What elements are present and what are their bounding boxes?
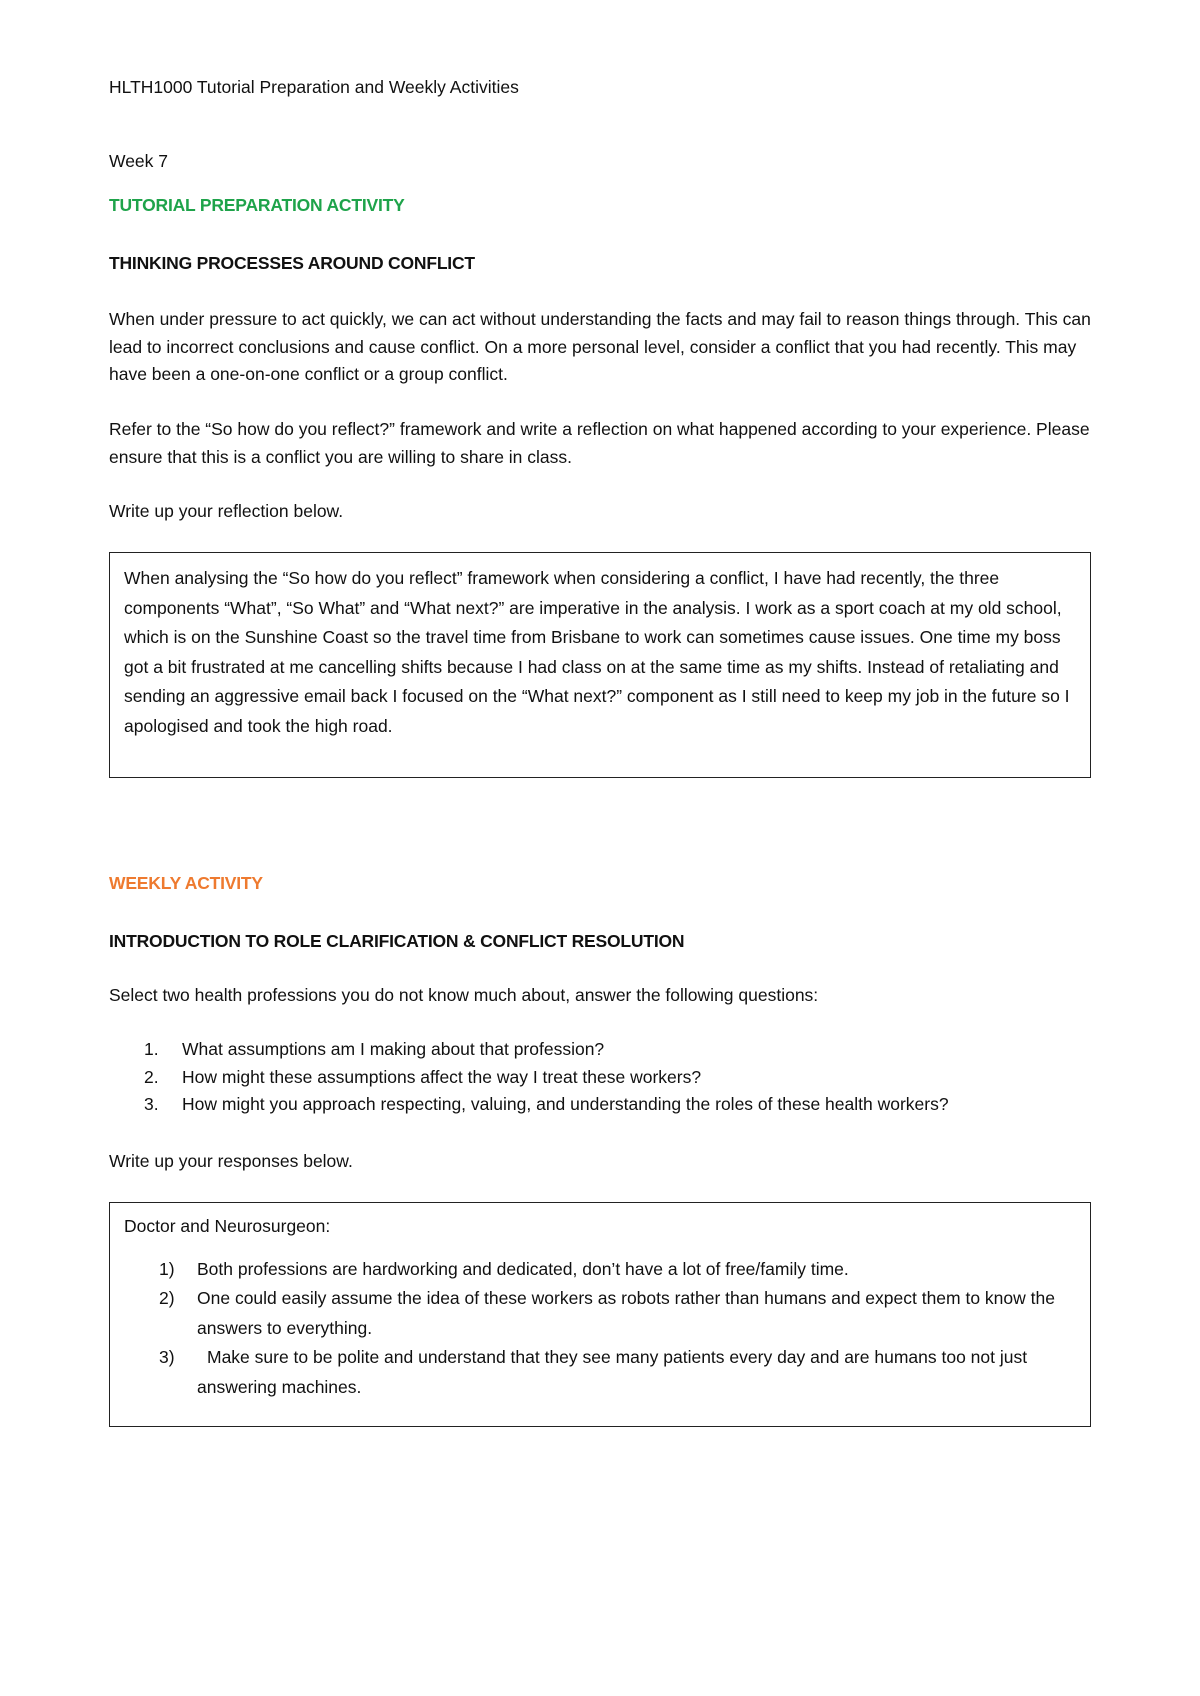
responses-box[interactable] [109, 1202, 1091, 1427]
answer-number: 2) [159, 1288, 175, 1308]
question-text: How might these assumptions affect the way I treat these workers? [182, 1066, 702, 1087]
answer-number: 3) [159, 1347, 175, 1367]
list-item [124, 1343, 1076, 1402]
answer-text: Make sure to be polite and understand that they see many patients every day and are humans too not just answering machines. [197, 1347, 1028, 1397]
weekly-section-label: WEEKLY ACTIVITY [109, 873, 263, 893]
tutorial-paragraph-1: When under pressure to act quickly, we can act without understanding the facts and may fail to reason things through. This can lead to incorrect conclusions and cause conflict. On a more personal level, consider a conflict that you had recently. This may have been a one-on-one conflict or a group conflict. [109, 309, 1091, 384]
week-label: Week 7 [109, 151, 169, 171]
tutorial-paragraph-2: Refer to the “So how do you reflect?” framework and write a reflection on what happened according to your experience. Please ensure that this is a conflict you are willing to share in class. [109, 419, 1090, 467]
answer-text: Both professions are hardworking and dedicated, don’t have a lot of free/family time. [197, 1258, 849, 1279]
answer-list [124, 1255, 1076, 1403]
list-item [124, 1284, 1076, 1343]
weekly-prompt: Write up your responses below. [109, 1151, 353, 1171]
reflection-response-box[interactable] [109, 552, 1091, 778]
tutorial-section-label: TUTORIAL PREPARATION ACTIVITY [109, 195, 405, 215]
question-list [109, 1036, 1099, 1119]
question-number: 3. [144, 1094, 159, 1114]
question-text: How might you approach respecting, valuing, and understanding the roles of these health workers? [182, 1094, 949, 1114]
answer-number: 1) [159, 1258, 175, 1279]
tutorial-heading: THINKING PROCESSES AROUND CONFLICT [109, 253, 475, 273]
reflection-response-text: When analysing the “So how do you reflect” framework when considering a conflict, I have had recently, the three components “What”, “So What” and “What next?” are imperative in the analysis. I work as a sport coach at my old school, which is on the Sunshine Coast so the travel time from Brisbane to work can sometimes cause issues. One time my boss got a bit frustrated at me cancelling shifts because I had class on at the same time as my shifts. Instead of retaliating and sending an aggressive email back I focused on the “What next?” component as I still need to keep my job in the future so I apologised and took the high road. [124, 568, 1070, 736]
running-header: HLTH1000 Tutorial Preparation and Weekly Activities [109, 77, 519, 97]
weekly-heading: INTRODUCTION TO ROLE CLARIFICATION & CONFLICT RESOLUTION [109, 931, 685, 951]
tutorial-prompt: Write up your reflection below. [109, 501, 344, 521]
answer-text: One could easily assume the idea of these workers as robots rather than humans and expect them to know the answers to everything. [197, 1288, 1055, 1338]
list-item [109, 1091, 1099, 1119]
list-item [109, 1064, 1099, 1092]
response-intro: Doctor and Neurosurgeon: [124, 1216, 331, 1236]
question-text: What assumptions am I making about that profession? [182, 1039, 605, 1059]
question-number: 2. [144, 1066, 159, 1087]
question-number: 1. [144, 1039, 159, 1059]
weekly-instruction: Select two health professions you do not know much about, answer the following questions: [109, 985, 819, 1005]
list-item [109, 1036, 1099, 1064]
list-item [124, 1255, 1076, 1285]
